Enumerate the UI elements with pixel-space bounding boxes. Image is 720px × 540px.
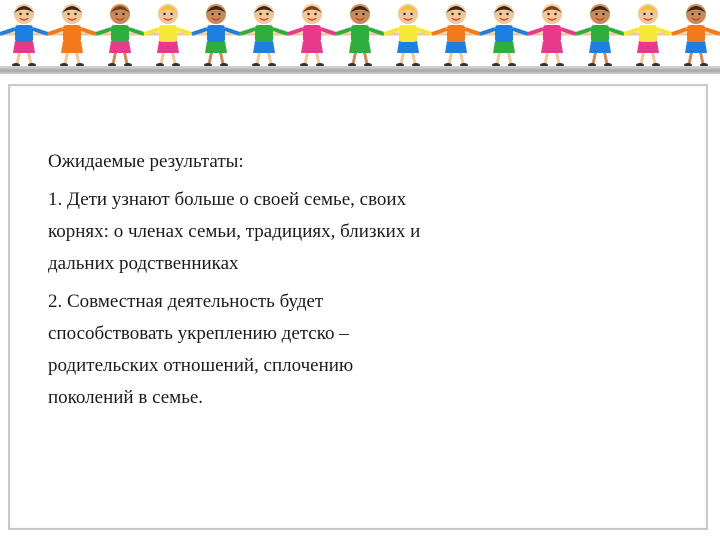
result-point-2-line: родительских отношений, сплочению	[48, 355, 354, 376]
banner-divider	[0, 66, 720, 74]
slide-text-block	[48, 146, 568, 420]
expected-results-heading: Ожидаемые результаты:	[48, 151, 244, 172]
result-point-1-line: дальних родственниках	[48, 253, 239, 274]
result-point-2-line: 2. Совместная деятельность будет	[48, 291, 324, 312]
result-point-2-line: способствовать укреплению детско –	[48, 323, 349, 344]
children-illustration	[0, 0, 720, 70]
result-point-1	[48, 184, 568, 280]
result-point-1-line: корнях: о членах семьи, традициях, близких и	[48, 221, 421, 242]
result-point-2-line: поколений в семье.	[48, 387, 204, 408]
kids-holding-hands-banner	[0, 0, 720, 74]
result-point-2	[48, 286, 568, 414]
result-point-1-line: 1. Дети узнают больше о своей семье, своих	[48, 189, 407, 210]
